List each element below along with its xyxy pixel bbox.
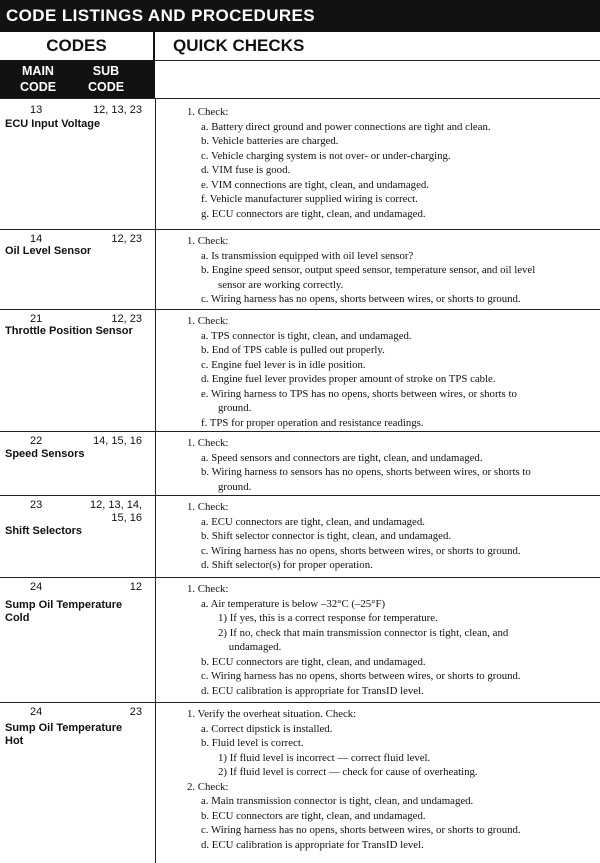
quick-check-list: [174, 707, 594, 852]
code-row: [0, 577, 600, 702]
check-line: e. VIM connections are tight, clean, and undamaged.: [201, 178, 429, 191]
check-line: 1) If fluid level is incorrect — correct fluid level.: [218, 751, 431, 764]
code-row: [0, 495, 600, 577]
code-description: Speed Sensors: [5, 448, 85, 460]
main-code: 23: [30, 499, 43, 511]
main-code: 24: [30, 706, 43, 718]
check-line: b. ECU connectors are tight, clean, and undamaged.: [201, 655, 426, 668]
check-line: d. VIM fuse is good.: [201, 164, 291, 176]
quick-check-list: [174, 582, 594, 698]
sub-code-label-2: CODE: [87, 80, 125, 94]
code-description: Sump Oil Temperature Hot: [5, 722, 123, 747]
subheader-blank: [155, 60, 600, 98]
main-code: 21: [30, 313, 43, 325]
check-line: 1) If yes, this is a correct response for temperature.: [218, 612, 438, 624]
check-line: d. Shift selector(s) for proper operation.: [201, 559, 373, 571]
code-subheader: [0, 60, 155, 98]
check-line: c. Wiring harness has no opens, shorts between wires, or shorts to ground.: [201, 544, 521, 557]
check-line: undamaged.: [218, 641, 282, 653]
row-divider: [0, 98, 600, 99]
quick-check-list: [174, 500, 594, 573]
quick-check-list: [174, 234, 594, 307]
code-description: Shift Selectors: [5, 525, 83, 537]
check-line: 1. Check:: [187, 583, 229, 595]
check-line: a. Correct dipstick is installed.: [201, 722, 333, 735]
check-line: c. Engine fuel lever is in idle position.: [201, 358, 366, 371]
check-line: b. Shift selector connector is tight, clean, and undamaged.: [201, 530, 452, 542]
check-line: c. Wiring harness has no opens, shorts between wires, or shorts to ground.: [201, 670, 521, 682]
check-line: ground.: [218, 402, 252, 414]
check-line: 1. Check:: [187, 106, 229, 118]
check-line: 1. Verify the overheat situation. Check:: [187, 708, 357, 720]
check-line: c. Vehicle charging system is not over- or under-charging.: [201, 149, 451, 162]
quick-check-list: [174, 314, 594, 430]
code-description: Oil Level Sensor: [5, 245, 92, 257]
check-line: a. Air temperature is below –32°C (–25°F): [201, 597, 386, 610]
code-description: Sump Oil Temperature Cold: [5, 599, 123, 624]
code-description: Throttle Position Sensor: [5, 325, 133, 337]
code-row: [0, 702, 600, 863]
check-line: c. Wiring harness has no opens, shorts between wires, or shorts to ground.: [201, 824, 521, 836]
main-code: 14: [30, 233, 43, 245]
quick-check-list: [174, 105, 594, 221]
check-line: d. ECU calibration is appropriate for TransID level.: [201, 838, 424, 851]
check-line: c. Wiring harness has no opens, shorts between wires, or shorts to ground.: [201, 293, 521, 305]
codes-header: CODES: [0, 32, 155, 60]
check-line: 2) If no, check that main transmission connector is tight, clean, and: [218, 626, 509, 639]
main-code-label-2: CODE: [19, 80, 57, 94]
check-line: a. ECU connectors are tight, clean, and undamaged.: [201, 515, 425, 528]
quick-check-list: [174, 436, 594, 494]
check-line: f. Vehicle manufacturer supplied wiring is correct.: [201, 193, 418, 205]
check-line: b. Engine speed sensor, output speed sensor, temperature sensor, and oil level: [201, 264, 536, 276]
sub-codes: 23: [129, 706, 142, 718]
sub-codes: 14, 15, 16: [93, 435, 142, 447]
main-code: 22: [30, 435, 43, 447]
code-description: ECU Input Voltage: [5, 118, 101, 130]
check-line: f. TPS for proper operation and resistance readings.: [201, 416, 424, 429]
check-line: a. Speed sensors and connectors are tight, clean, and undamaged.: [201, 451, 483, 464]
check-line: d. Engine fuel lever provides proper amount of stroke on TPS cable.: [201, 373, 496, 385]
check-line: sensor are working correctly.: [218, 278, 344, 291]
check-line: 1. Check:: [187, 235, 229, 247]
code-row: [0, 431, 600, 495]
check-line: 1. Check:: [187, 437, 229, 449]
page-title: CODE LISTINGS AND PROCEDURES: [0, 0, 600, 32]
check-line: b. ECU connectors are tight, clean, and undamaged.: [201, 809, 426, 822]
sub-codes: 12, 23: [111, 313, 142, 325]
check-line: d. ECU calibration is appropriate for TransID level.: [201, 684, 424, 697]
check-line: e. Wiring harness to TPS has no opens, shorts between wires, or shorts to: [201, 387, 517, 400]
check-line: 2) If fluid level is correct — check for cause of overheating.: [218, 766, 478, 778]
sub-codes: 12, 23: [111, 233, 142, 245]
check-line: a. TPS connector is tight, clean, and undamaged.: [201, 329, 412, 342]
check-line: 1. Check:: [187, 501, 229, 513]
check-line: a. Battery direct ground and power connections are tight and clean.: [201, 120, 491, 133]
quick-checks-header: QUICK CHECKS: [173, 36, 305, 55]
sub-codes: 12, 13, 14, 15, 16: [90, 499, 142, 524]
check-line: b. Wiring harness to sensors has no opens, shorts between wires, or shorts to: [201, 466, 531, 478]
check-line: b. End of TPS cable is pulled out properly.: [201, 344, 385, 356]
code-row: [0, 309, 600, 431]
code-row: [0, 100, 600, 229]
main-code-label-1: MAIN: [22, 64, 54, 78]
sub-code-label-1: SUB: [92, 64, 120, 78]
sub-codes: 12: [129, 581, 142, 593]
sub-codes: 12, 13, 23: [93, 104, 142, 116]
check-line: a. Main transmission connector is tight, clean, and undamaged.: [201, 795, 474, 807]
main-code: 13: [30, 104, 43, 116]
check-line: ground.: [218, 480, 252, 493]
check-line: g. ECU connectors are tight, clean, and undamaged.: [201, 207, 426, 220]
main-code: 24: [30, 581, 43, 593]
check-line: 1. Check:: [187, 315, 229, 327]
check-line: 2. Check:: [187, 780, 229, 793]
code-row: [0, 229, 600, 309]
check-line: b. Vehicle batteries are charged.: [201, 135, 339, 147]
check-line: b. Fluid level is correct.: [201, 737, 304, 749]
check-line: a. Is transmission equipped with oil level sensor?: [201, 249, 414, 262]
